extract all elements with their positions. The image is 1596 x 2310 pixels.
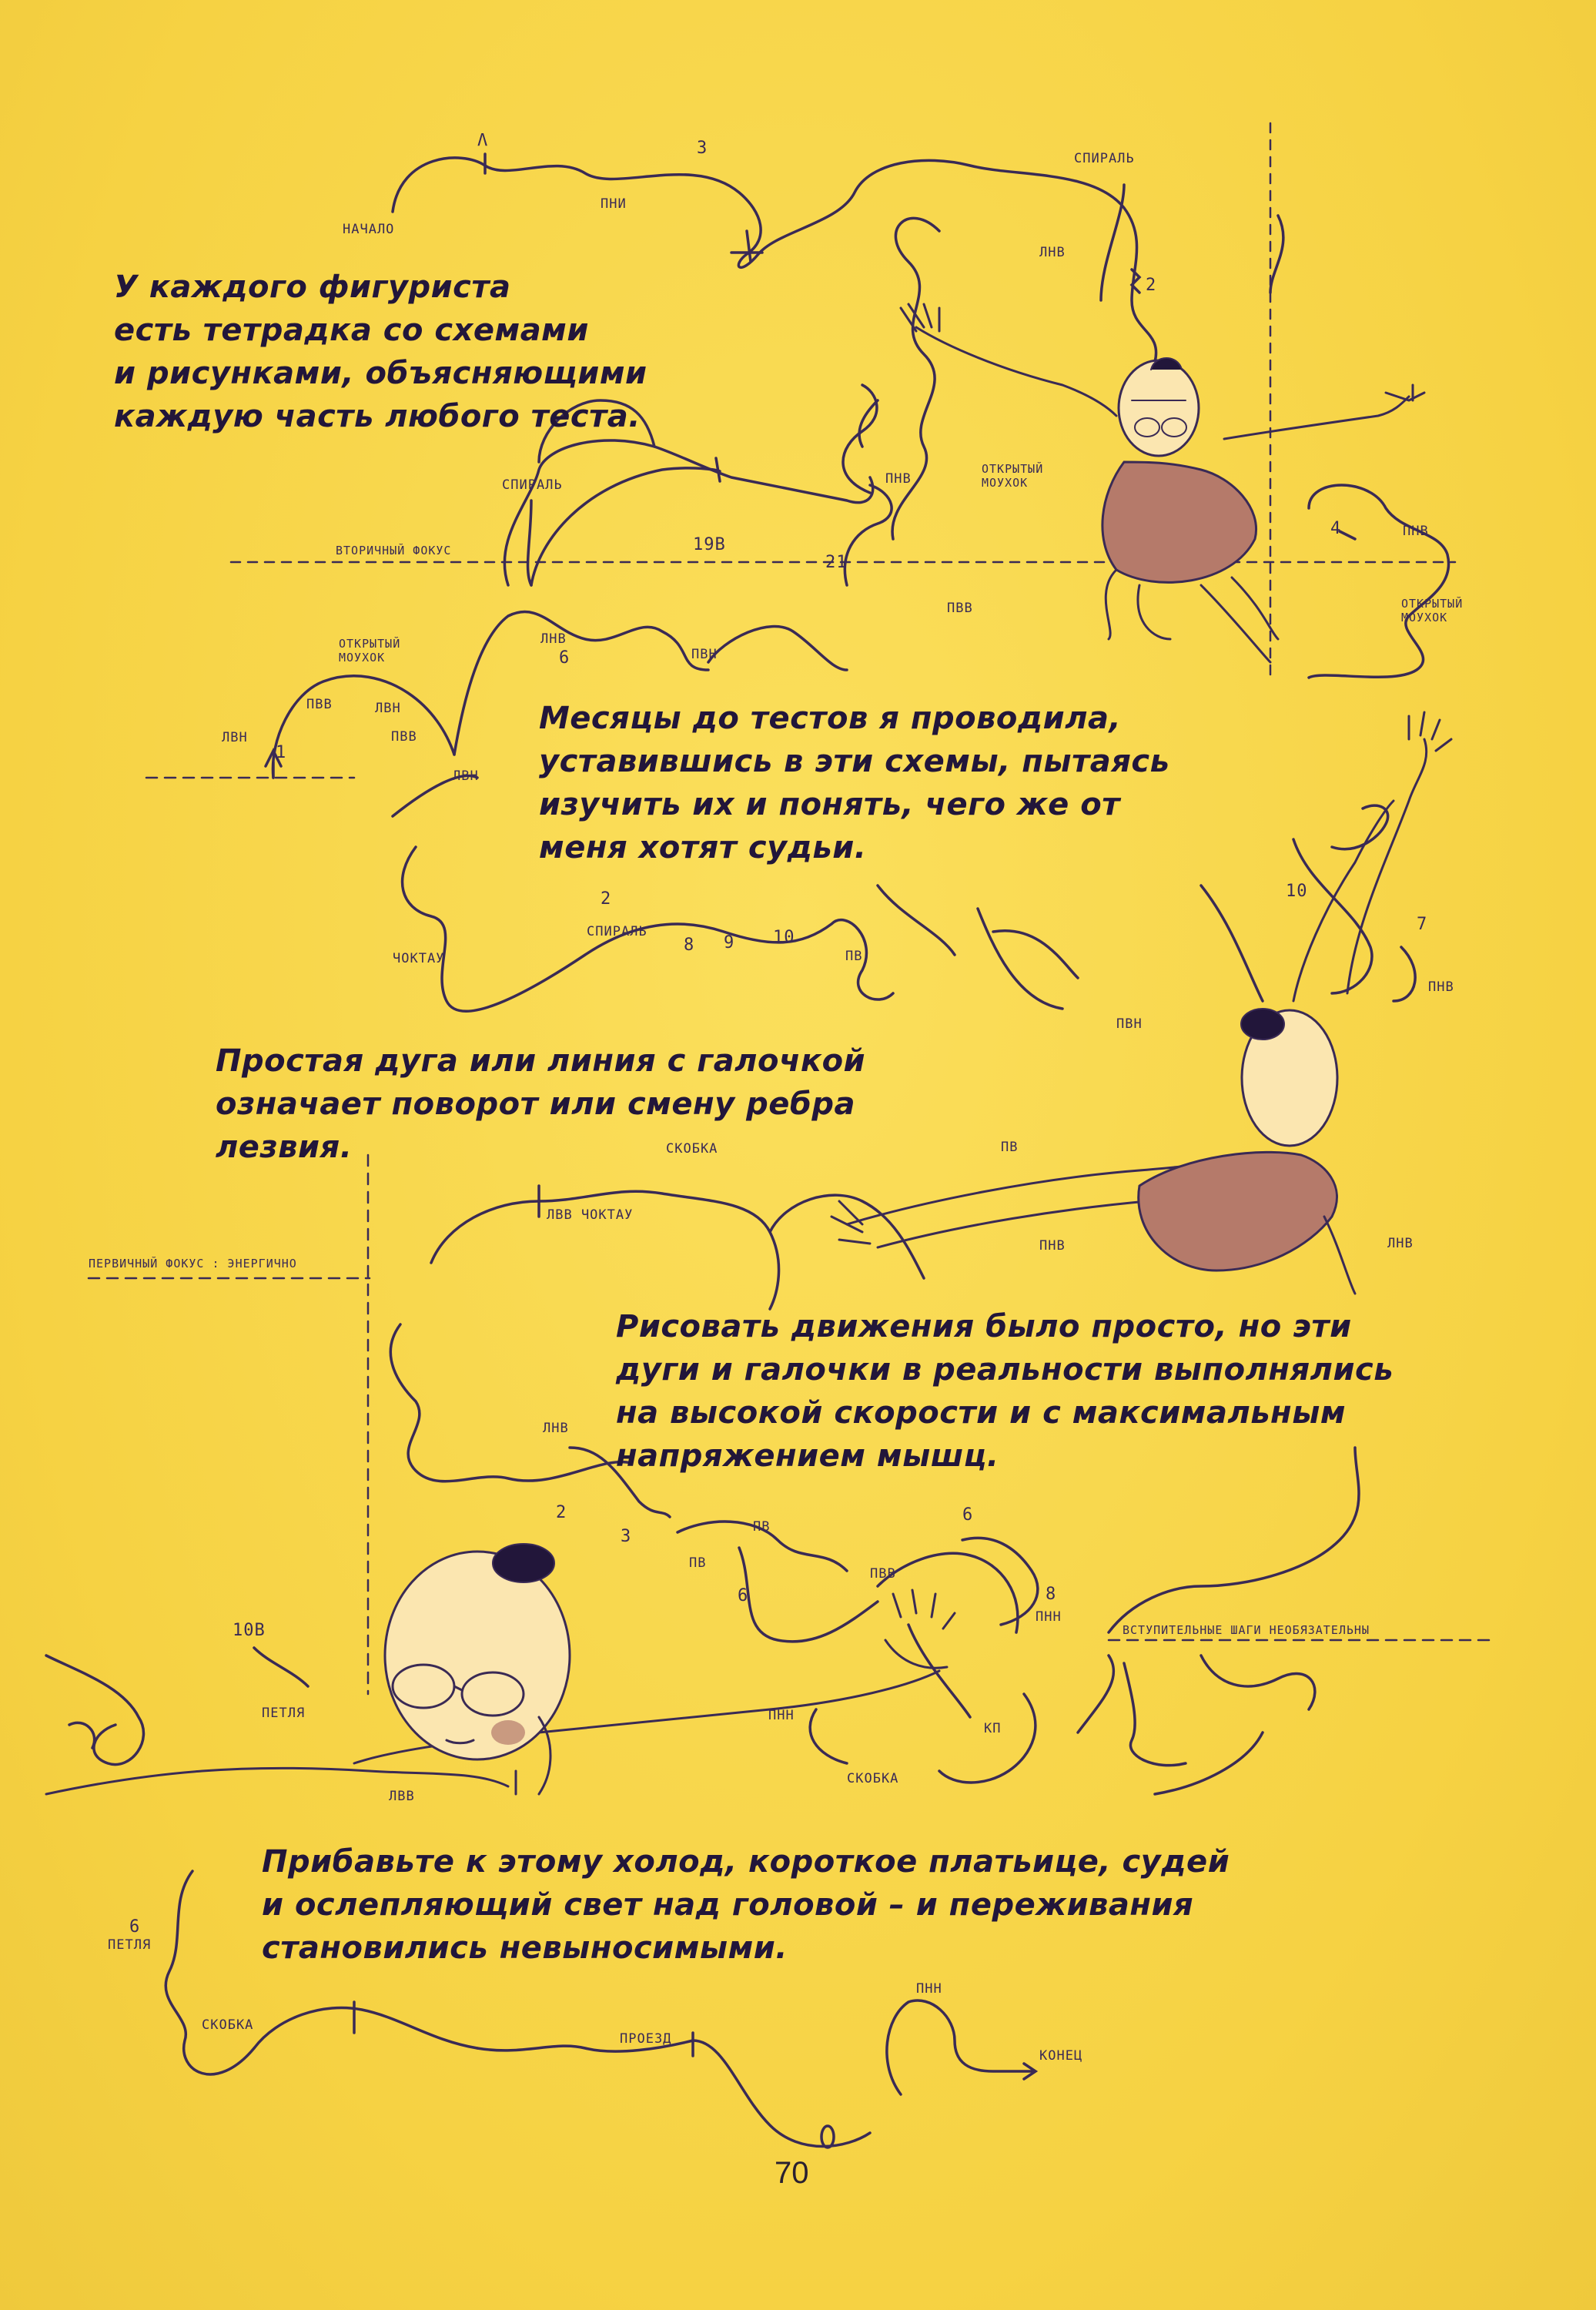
label-pnn-end: ПНН (916, 1981, 942, 1997)
label-proezd: ПРОЕЗД (620, 2031, 672, 2047)
label-pv-bottom-2: ПВ (689, 1555, 707, 1571)
label-open-mohawk-right: ОТКРЫТЫЙ МОУХОК (1401, 597, 1464, 624)
page-number: 70 (775, 2156, 809, 2190)
label-pvn-right: ПВН (1116, 1016, 1143, 1032)
caption-1-line-2: есть тетрадка со схемами (114, 313, 589, 348)
label-pnn-mid: ПНН (768, 1708, 795, 1723)
caption-5-line-3: становились невыносимыми. (262, 1930, 788, 1966)
label-num-2-bottom: 2 (556, 1503, 567, 1522)
caption-5 (262, 1840, 1230, 1970)
label-num-lambda: Λ (477, 131, 489, 150)
caption-3-line-2: означает поворот или смену ребра (216, 1086, 855, 1122)
label-num-7: 7 (1417, 915, 1428, 934)
label-pv-lower: ПВ (845, 949, 863, 964)
caption-5-line-1: Прибавьте к этому холод, короткое платьице, судей (262, 1844, 1230, 1880)
label-num-3-bottom: 3 (621, 1527, 632, 1546)
caption-1-line-1: У каждого фигуриста (114, 270, 511, 305)
label-num-6-bottom-right: 6 (962, 1505, 974, 1525)
label-pni: ПНИ (601, 196, 627, 212)
label-kp: КП (984, 1721, 1002, 1736)
label-num-8-lower: 8 (684, 936, 695, 955)
label-pnv-right: ПНВ (1403, 524, 1429, 539)
caption-1 (114, 266, 647, 438)
label-num-19b: 19B (693, 535, 726, 554)
label-loop-bottom: ПЕТЛЯ (262, 1706, 306, 1721)
label-num-1: 1 (276, 743, 287, 762)
label-open-mohawk-left: ОТКРЫТЫЙ МОУХОК (339, 637, 401, 665)
label-num-6-bottom: 6 (738, 1586, 749, 1605)
label-num-10-lower: 10 (773, 928, 795, 947)
caption-4 (616, 1305, 1394, 1478)
label-lnv-top: ЛНВ (1039, 245, 1066, 260)
label-loop-left: ПЕТЛЯ (108, 1937, 152, 1953)
label-num-3: 3 (697, 139, 708, 158)
caption-5-line-2: и ослепляющий свет над головой – и переживания (262, 1887, 1194, 1923)
label-lvv-bottom: ЛВВ (389, 1789, 415, 1804)
label-pvv-left-2: ПВВ (391, 729, 417, 745)
caption-1-line-3: и рисунками, объясняющими (114, 356, 647, 391)
caption-3 (216, 1040, 865, 1169)
label-num-9: 9 (724, 933, 735, 952)
label-lvn-left: ЛВН (375, 701, 401, 716)
caption-3-line-3: лезвия. (216, 1130, 353, 1165)
label-spiral-top: СПИРАЛЬ (1074, 151, 1135, 166)
label-num-8-bottom: 8 (1046, 1585, 1057, 1604)
label-primary-focus: ПЕРВИЧНЫЙ ФОКУС : ЭНЕРГИЧНО (89, 1257, 297, 1270)
caption-4-line-2: дуги и галочки в реальности выполнялись (616, 1352, 1394, 1388)
label-open-mohawk-top: ОТКРЫТЫЙ МОУХОК (982, 462, 1044, 490)
label-bracket-bottom: СКОБКА (847, 1771, 899, 1786)
caption-2 (539, 697, 1169, 869)
label-intro-steps: ВСТУПИТЕЛЬНЫЕ ШАГИ НЕОБЯЗАТЕЛЬНЫ (1123, 1623, 1370, 1637)
label-num-6-mid: 6 (559, 648, 570, 668)
label-bracket-mid: СКОБКА (666, 1141, 718, 1157)
label-pnv-top: ПНВ (885, 471, 912, 487)
label-lnv-right: ЛНВ (1387, 1236, 1414, 1251)
caption-3-line-1: Простая дуга или линия с галочкой (216, 1043, 866, 1079)
caption-2-line-2: уставившись в эти схемы, пытаясь (539, 744, 1170, 779)
label-start: НАЧАЛО (343, 222, 395, 237)
caption-2-line-4: меня хотят судьи. (539, 830, 867, 865)
label-end: КОНЕЦ (1039, 2048, 1083, 2064)
label-pvn-mid: ПВН (691, 647, 718, 662)
label-lvn-left-2: ЛВН (453, 768, 479, 784)
label-num-2-mid: 2 (601, 889, 612, 909)
caption-4-line-1: Рисовать движения было просто, но эти (616, 1309, 1352, 1344)
label-spiral-mid: СПИРАЛЬ (502, 477, 563, 493)
label-pnn-bottom: ПНН (1036, 1609, 1062, 1625)
label-lvv-choctau: ЛВВ ЧОКТАУ (547, 1207, 634, 1223)
label-num-6-loop: 6 (129, 1917, 141, 1937)
caption-4-line-4: напряжением мышц. (616, 1438, 999, 1474)
label-bracket-left: СКОБКА (202, 2017, 254, 2033)
label-spiral-lower: СПИРАЛЬ (587, 924, 647, 939)
label-pnv-far-right: ПНВ (1428, 979, 1454, 995)
label-pvv-top: ПВВ (947, 601, 973, 616)
label-num-4: 4 (1330, 519, 1342, 538)
caption-1-line-4: каждую часть любого теста. (114, 399, 641, 434)
label-num-10b: 10B (233, 1621, 266, 1640)
caption-4-line-3: на высокой скорости и с максимальным (616, 1395, 1347, 1431)
label-lnv-mid: ЛНВ (540, 631, 567, 647)
label-secondary-focus: ВТОРИЧНЫЙ ФОКУС (336, 544, 452, 557)
label-num-10-right: 10 (1286, 882, 1308, 901)
label-pvv-left: ПВВ (306, 697, 333, 712)
label-pv-bottom-1: ПВ (753, 1519, 771, 1535)
label-num-21: 21 (825, 553, 848, 572)
caption-2-line-3: изучить их и понять, чего же от (539, 787, 1120, 822)
label-num-2-top: 2 (1146, 276, 1157, 295)
label-choctau: ЧОКТАУ (393, 951, 445, 966)
label-pnv-mid-right: ПНВ (1039, 1238, 1066, 1254)
label-lvn-far-left: ЛВН (222, 730, 248, 745)
label-pvv-bottom: ПВВ (870, 1566, 896, 1582)
label-lnv-bottom: ЛНВ (543, 1421, 569, 1436)
caption-2-line-1: Месяцы до тестов я проводила, (539, 701, 1122, 736)
label-pv-mid: ПВ (1001, 1140, 1019, 1155)
